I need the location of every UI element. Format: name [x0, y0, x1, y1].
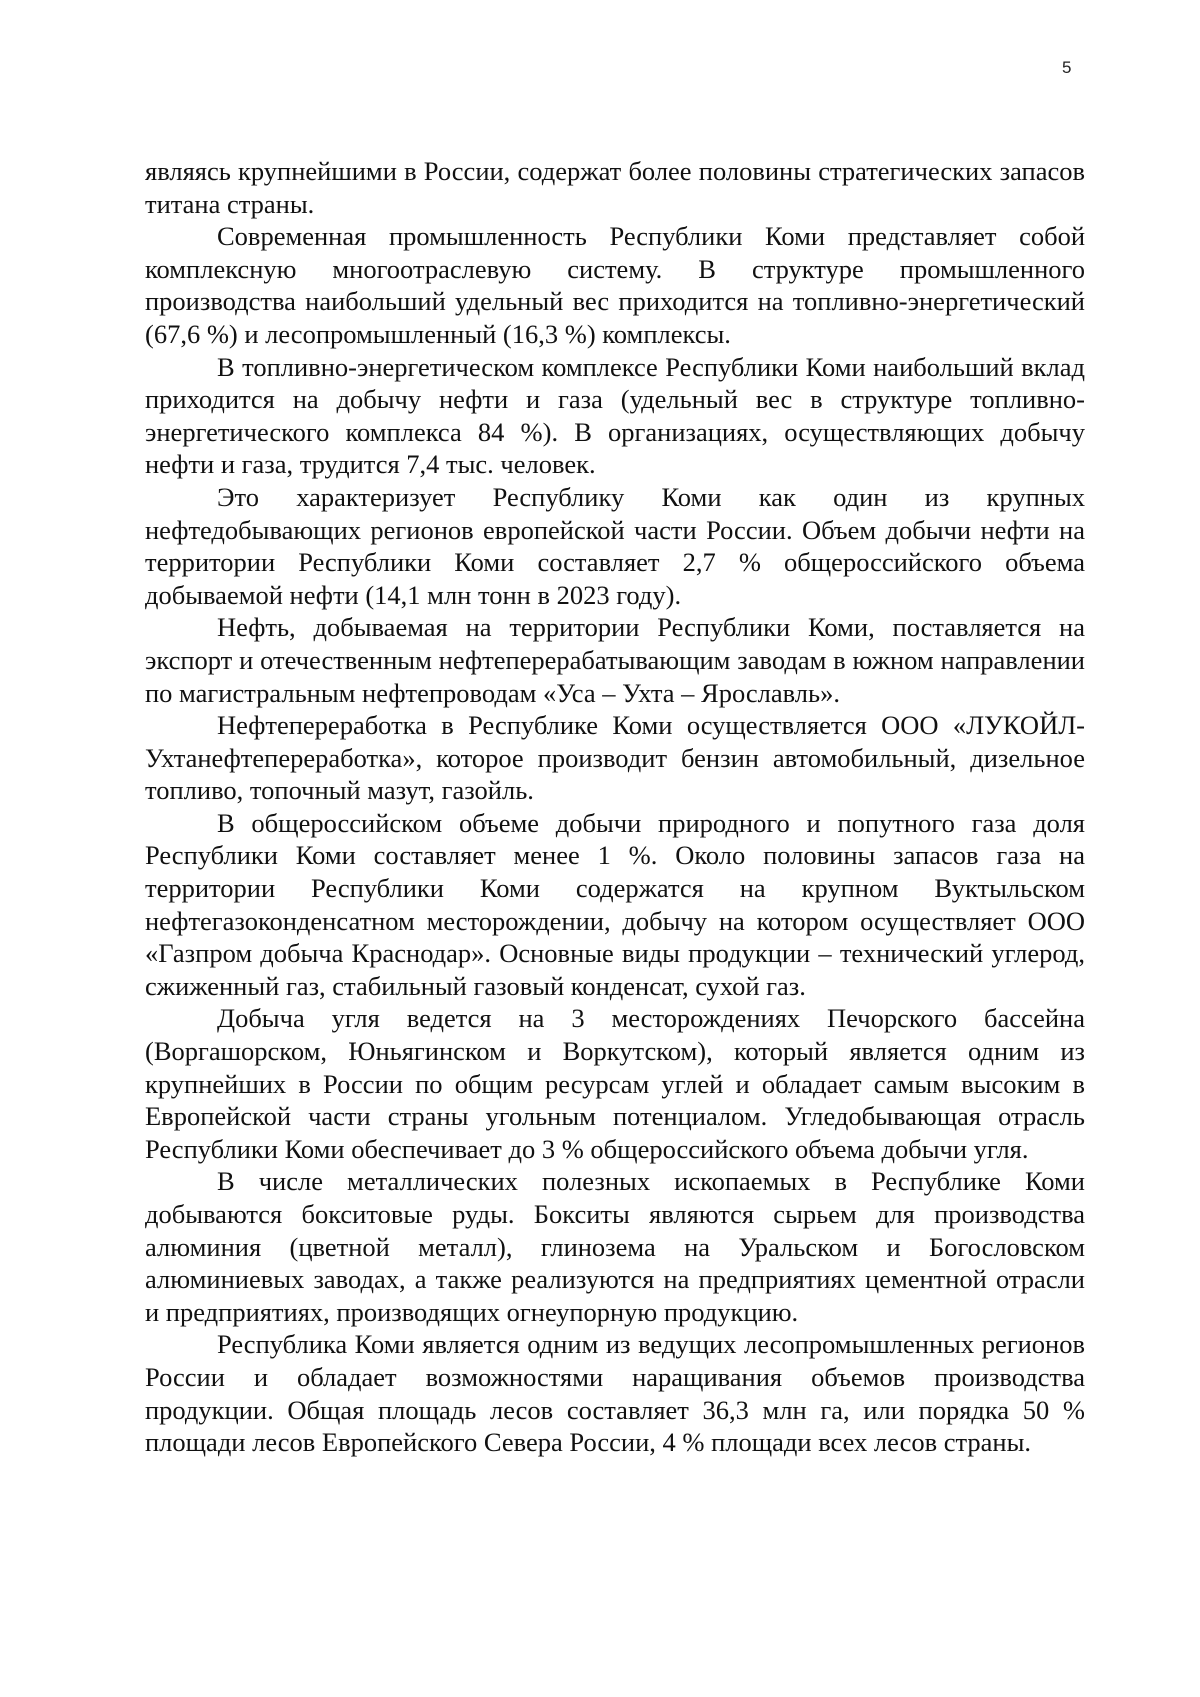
page-number: 5 [1062, 58, 1072, 77]
paragraph-forestry: Республика Коми является одним из ведущих лесопромышленных регионов России и обладает возможностями наращивания объемов производства продукции. Общая площадь лесов составляет 36,3 млн га, или порядка 50 % площади лесов Европейского Севера России, 4 % площади всех лесов страны. [145, 1329, 1085, 1458]
paragraph-fuel-energy-complex: В топливно-энергетическом комплексе Республики Коми наибольший вклад приходится на добычу нефти и газа (удельный вес в структуре топливно-энергетического комплекса 84 %). В организациях, осуществляющих добычу нефти и газа, трудится 7,4 тыс. человек. [145, 351, 1085, 480]
paragraph-oil-export: Нефть, добываемая на территории Республики Коми, поставляется на экспорт и отечественным нефтеперерабатывающим заводам в южном направлении по магистральным нефтепроводам «Уса – Ухта – Ярославль». [145, 612, 1085, 708]
paragraph-industry-structure: Современная промышленность Республики Коми представляет собой комплексную многоотраслевую систему. В структуре промышленного производства наибольший удельный вес приходится на топливно-энергетический (67,6 %) и лесопромышленный (16,3 %) комплексы. [145, 221, 1085, 349]
paragraph-bauxite: В числе металлических полезных ископаемых в Республике Коми добываются бокситовые руды. Бокситы являются сырьем для производства алюминия (цветной металл), глинозема на Уральском и Богословском алюминиевых заводах, а также реализуются на предприятиях цементной отрасли и предприятиях, производящих огнеупорную продукцию. [145, 1166, 1085, 1327]
paragraph-gas-production: В общероссийском объеме добычи природного и попутного газа доля Республики Коми составляет менее 1 %. Около половины запасов газа на территории Республики Коми содержатся на крупном Вуктыльском нефтегазоконденсатном месторождении, добычу на котором осуществляет ООО «Газпром добыча Краснодар». Основные виды продукции – технический углерод, сжиженный газ, стабильный газовый конденсат, сухой газ. [145, 807, 1085, 1001]
paragraph-continuation: являясь крупнейшими в России, содержат более половины стратегических запасов титана страны. [145, 156, 1085, 219]
document-body [145, 155, 1085, 1459]
paragraph-oil-production: Это характеризует Республику Коми как один из крупных нефтедобывающих регионов европейской части России. Объем добычи нефти на территории Республики Коми составляет 2,7 % общероссийского объема добываемой нефти (14,1 млн тонн в 2023 году). [145, 481, 1085, 610]
paragraph-oil-refining: Нефтепереработка в Республике Коми осуществляется ООО «ЛУКОЙЛ-Ухтанефтепереработка», которое производит бензин автомобильный, дизельное топливо, топочный мазут, газойль. [145, 710, 1085, 806]
paragraph-coal-mining: Добыча угля ведется на 3 месторождениях Печорского бассейна (Воргашорском, Юньягинском и Воркутском), который является одним из крупнейших в России по общим ресурсам углей и обладает самым высоким в Европейской части страны угольным потенциалом. Угледобывающая отрасль Республики Коми обеспечивает до 3 % общероссийского объема добычи угля. [145, 1003, 1085, 1164]
